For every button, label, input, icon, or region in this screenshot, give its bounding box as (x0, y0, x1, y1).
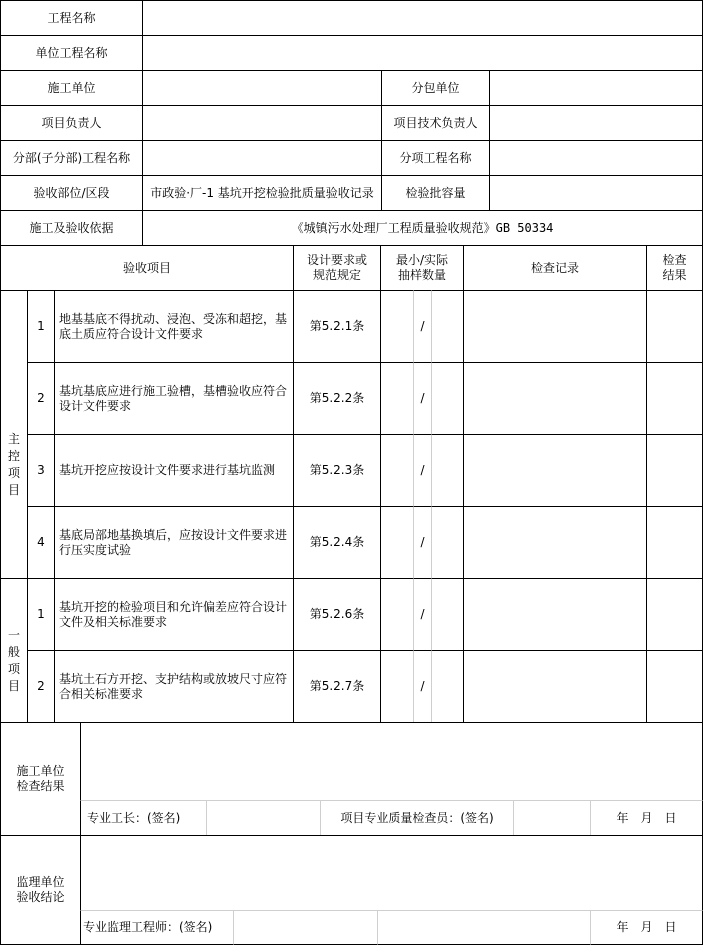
foreman-signature-label: 专业工长：(签名) (80, 800, 206, 835)
col-header-design-req-line1: 设计要求或 (306, 253, 367, 267)
row-sample-slash: / (413, 506, 431, 578)
row-sample-slash: / (413, 362, 431, 434)
row-number: 2 (27, 362, 54, 434)
acceptance-part-field[interactable]: 市政验·厂-1 基坑开挖检验批质量验收记录 (142, 175, 381, 210)
group-general-char: 目 (7, 678, 20, 693)
row-sample-min[interactable] (380, 362, 413, 434)
supervisor-conclusion-field[interactable] (80, 835, 703, 910)
group-general-char: 一 (7, 627, 20, 642)
row-clause: 第5.2.4条 (293, 506, 380, 578)
row-description: 基坑开挖的检验项目和允许偏差应符合设计文件及相关标准要求 (54, 578, 293, 650)
group-general (0, 578, 27, 722)
supervisor-conclusion-label (0, 835, 80, 945)
col-header-design-req-line2: 规范规定 (312, 268, 361, 282)
quality-inspector-label: 项目专业质量检查员：(签名) (320, 800, 513, 835)
division-label: 分部(子分部)工程名称 (0, 140, 142, 175)
row-sample-slash: / (413, 578, 431, 650)
row-sample-actual[interactable] (431, 650, 463, 722)
acceptance-part-label: 验收部位/区段 (0, 175, 142, 210)
row-sample-slash: / (413, 434, 431, 506)
basis-label: 施工及验收依据 (0, 210, 142, 245)
row-record-field[interactable] (463, 290, 646, 362)
project-name-label: 工程名称 (0, 0, 142, 35)
row-record-field[interactable] (463, 434, 646, 506)
supervisor-conclusion-label-line1: 监理单位 (16, 875, 65, 889)
col-header-record: 检查记录 (463, 245, 646, 290)
col-header-item: 验收项目 (0, 245, 293, 290)
subcontract-unit-label: 分包单位 (381, 70, 489, 105)
group-main-char: 目 (7, 482, 20, 497)
row-sample-actual[interactable] (431, 290, 463, 362)
row-result-field[interactable] (646, 578, 703, 650)
row-number: 1 (27, 578, 54, 650)
subitem-field[interactable] (489, 140, 703, 175)
group-main-char: 项 (7, 465, 20, 480)
row-result-field[interactable] (646, 362, 703, 434)
row-sample-slash: / (413, 650, 431, 722)
row-clause: 第5.2.7条 (293, 650, 380, 722)
row-sample-actual[interactable] (431, 506, 463, 578)
batch-capacity-label: 检验批容量 (381, 175, 489, 210)
subitem-label: 分项工程名称 (381, 140, 489, 175)
row-sample-actual[interactable] (431, 578, 463, 650)
project-manager-field[interactable] (142, 105, 381, 140)
construction-unit-field[interactable] (142, 70, 381, 105)
row-description: 基坑土石方开挖、支护结构或放坡尺寸应符合相关标准要求 (54, 650, 293, 722)
basis-field[interactable]: 《城镇污水处理厂工程质量验收规范》GB 50334 (142, 210, 703, 245)
quality-inspector-field[interactable] (513, 800, 590, 835)
row-sample-min[interactable] (380, 434, 413, 506)
row-result-field[interactable] (646, 434, 703, 506)
supervision-blank-field[interactable] (377, 910, 590, 945)
row-number: 2 (27, 650, 54, 722)
row-record-field[interactable] (463, 506, 646, 578)
project-manager-label: 项目负责人 (0, 105, 142, 140)
unit-project-label: 单位工程名称 (0, 35, 142, 70)
row-description: 基底局部地基换填后，应按设计文件要求进行压实度试验 (54, 506, 293, 578)
tech-manager-label: 项目技术负责人 (381, 105, 489, 140)
row-sample-min[interactable] (380, 578, 413, 650)
row-sample-actual[interactable] (431, 434, 463, 506)
col-header-result-line1: 检查 (662, 253, 687, 267)
row-clause: 第5.2.6条 (293, 578, 380, 650)
contractor-result-label (0, 722, 80, 835)
row-clause: 第5.2.1条 (293, 290, 380, 362)
row-clause: 第5.2.3条 (293, 434, 380, 506)
col-header-sample (380, 245, 463, 290)
date-field-supervisor[interactable]: 年 月 日 (590, 910, 703, 945)
batch-capacity-field[interactable] (489, 175, 703, 210)
group-general-char: 般 (7, 644, 20, 659)
row-sample-min[interactable] (380, 650, 413, 722)
construction-unit-label: 施工单位 (0, 70, 142, 105)
row-record-field[interactable] (463, 650, 646, 722)
supervisor-conclusion-label-line2: 验收结论 (16, 890, 65, 904)
contractor-result-field[interactable] (80, 722, 703, 800)
col-header-result (646, 245, 703, 290)
row-sample-min[interactable] (380, 290, 413, 362)
group-main-control (0, 290, 27, 578)
col-header-result-line2: 结果 (662, 268, 687, 282)
unit-project-field[interactable] (142, 35, 703, 70)
row-sample-actual[interactable] (431, 362, 463, 434)
row-number: 4 (27, 506, 54, 578)
row-description: 基坑开挖应按设计文件要求进行基坑监测 (54, 434, 293, 506)
row-record-field[interactable] (463, 578, 646, 650)
row-sample-slash: / (413, 290, 431, 362)
supervising-engineer-label: 专业监理工程师：(签名) (80, 910, 233, 945)
contractor-result-label-line2: 检查结果 (16, 779, 65, 793)
row-sample-min[interactable] (380, 506, 413, 578)
row-result-field[interactable] (646, 506, 703, 578)
tech-manager-field[interactable] (489, 105, 703, 140)
row-clause: 第5.2.2条 (293, 362, 380, 434)
row-result-field[interactable] (646, 650, 703, 722)
row-record-field[interactable] (463, 362, 646, 434)
group-main-char: 控 (7, 448, 20, 463)
row-description: 地基基底不得扰动、浸泡、受冻和超挖，基底土质应符合设计文件要求 (54, 290, 293, 362)
row-result-field[interactable] (646, 290, 703, 362)
row-description: 基坑基底应进行施工验槽，基槽验收应符合设计文件要求 (54, 362, 293, 434)
division-field[interactable] (142, 140, 381, 175)
supervising-engineer-field[interactable] (233, 910, 377, 945)
group-main-char: 主 (7, 431, 20, 446)
row-number: 1 (27, 290, 54, 362)
col-header-sample-line1: 最小/实际 (395, 253, 449, 267)
foreman-signature-field[interactable] (206, 800, 320, 835)
contractor-result-label-line1: 施工单位 (16, 764, 65, 778)
date-field-contractor[interactable]: 年 月 日 (590, 800, 703, 835)
row-number: 3 (27, 434, 54, 506)
col-header-design-req (293, 245, 380, 290)
subcontract-unit-field[interactable] (489, 70, 703, 105)
project-name-field[interactable] (142, 0, 703, 35)
group-general-char: 项 (7, 661, 20, 676)
col-header-sample-line2: 抽样数量 (397, 268, 446, 282)
